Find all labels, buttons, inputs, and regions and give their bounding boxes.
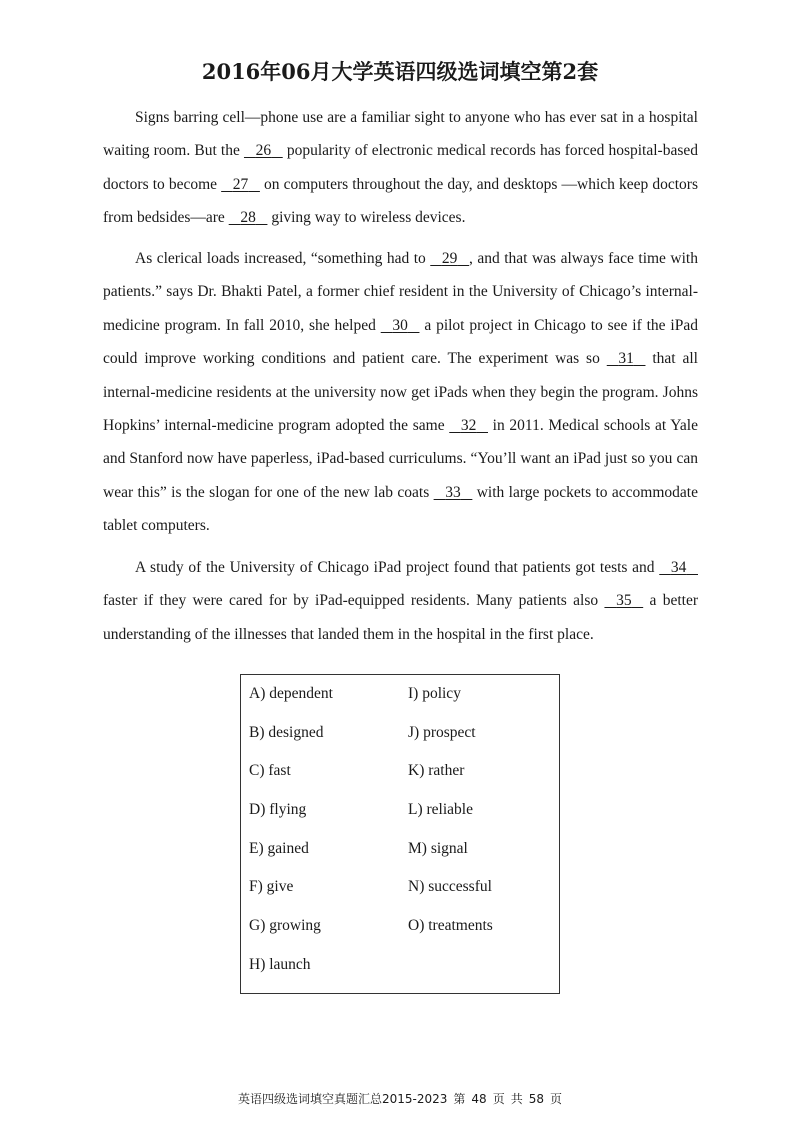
paragraph-text: , and that was always face time with patients.” says Dr. Bhakti Patel, a former chief resident in the University of Chicago’s internal-medicine program. In fall 2010, she helped bbox=[103, 250, 698, 334]
paragraph-text: in 2011. Medical schools at Yale and Stanford now have paperless, iPad-based curriculums. “You’ll want an iPad just so you can wear this” is the slogan for one of the new lab coats bbox=[103, 417, 698, 501]
page-title: 2016年06月大学英语四级选词填空第2套 bbox=[201, 59, 599, 84]
blank-number: 34 bbox=[670, 559, 687, 576]
blank-28 bbox=[229, 201, 268, 234]
word-option: L) reliable bbox=[408, 801, 473, 819]
footer-page-prefix: 第 bbox=[453, 1092, 466, 1106]
blank-number: 32 bbox=[460, 417, 477, 435]
word-bank-right-column bbox=[408, 683, 493, 954]
blank-number: 28 bbox=[240, 209, 256, 227]
blank-33 bbox=[434, 476, 473, 509]
blank-31 bbox=[607, 342, 646, 375]
blank-26 bbox=[244, 134, 283, 167]
blank-number: 31 bbox=[618, 350, 634, 368]
footer-total-unit: 页 bbox=[550, 1092, 563, 1106]
word-option: K) rather bbox=[408, 762, 465, 780]
paragraph-text: A study of the University of Chicago iPad project found that patients got tests and bbox=[135, 559, 660, 576]
word-option: A) dependent bbox=[249, 685, 333, 702]
paragraph-text: Signs barring cell—phone use are a familiar sight to anyone who has ever sat in a hospital waiting room. But the bbox=[103, 109, 698, 160]
footer-total-prefix: 共 bbox=[510, 1092, 523, 1106]
paragraph-text: popularity of electronic medical records has forced hospital-based doctors to become bbox=[103, 142, 698, 193]
paragraph-3 bbox=[103, 551, 698, 651]
blank-27 bbox=[221, 168, 260, 201]
paragraph-text: with large pockets to accommodate tablet computers. bbox=[103, 483, 698, 535]
blank-29 bbox=[430, 242, 469, 275]
word-option: J) prospect bbox=[408, 723, 476, 741]
word-option: G) growing bbox=[249, 917, 321, 935]
paragraph-text: that all internal-medicine residents at the university now get iPads when they begin the program. Johns Hopkins’ internal-medicine program adopted the same bbox=[103, 350, 698, 435]
blank-32 bbox=[449, 409, 488, 442]
paragraph-text: a pilot project in Chicago to see if the iPad could improve working conditions and patient care. The experiment was so bbox=[103, 316, 698, 368]
word-option: M) signal bbox=[408, 839, 468, 857]
footer-page-number: 48 bbox=[471, 1092, 487, 1106]
word-bank-left-column bbox=[249, 683, 333, 993]
blank-30 bbox=[381, 309, 420, 342]
footer-source: 英语四级选词填空真题汇总2015-2023 bbox=[237, 1092, 448, 1106]
word-bank-box bbox=[240, 674, 560, 994]
footer-total-pages: 58 bbox=[528, 1092, 544, 1106]
word-option: F) give bbox=[249, 878, 294, 896]
blank-number: 35 bbox=[616, 592, 632, 610]
paragraph-1 bbox=[103, 101, 698, 235]
word-option: D) flying bbox=[249, 801, 307, 819]
blank-number: 29 bbox=[441, 250, 458, 267]
paragraph-text: As clerical loads increased, “something had to bbox=[135, 250, 431, 267]
word-option: C) fast bbox=[249, 762, 291, 780]
word-option: H) launch bbox=[249, 955, 311, 973]
word-option: I) policy bbox=[408, 685, 461, 702]
blank-number: 30 bbox=[392, 316, 408, 334]
paragraph-text: on computers throughout the day, and desktops —which keep doctors from bedsides—are bbox=[103, 175, 698, 227]
paragraph-text: a better understanding of the illnesses that landed them in the hospital in the first place. bbox=[103, 592, 698, 643]
paragraph-text: faster if they were cared for by iPad-equipped residents. Many patients also bbox=[103, 592, 605, 610]
blank-34 bbox=[659, 551, 698, 584]
paragraph-text: giving way to wireless devices. bbox=[267, 209, 466, 227]
word-option: B) designed bbox=[249, 723, 324, 741]
paragraph-2 bbox=[103, 242, 698, 543]
word-option: O) treatments bbox=[408, 917, 493, 935]
page-footer bbox=[0, 1090, 800, 1107]
word-option: N) successful bbox=[408, 878, 492, 896]
blank-number: 27 bbox=[232, 175, 249, 193]
blank-number: 33 bbox=[445, 483, 461, 501]
word-option: E) gained bbox=[249, 839, 309, 857]
blank-35 bbox=[604, 584, 643, 617]
blank-number: 26 bbox=[255, 142, 272, 160]
footer-page-unit: 页 bbox=[492, 1092, 505, 1106]
